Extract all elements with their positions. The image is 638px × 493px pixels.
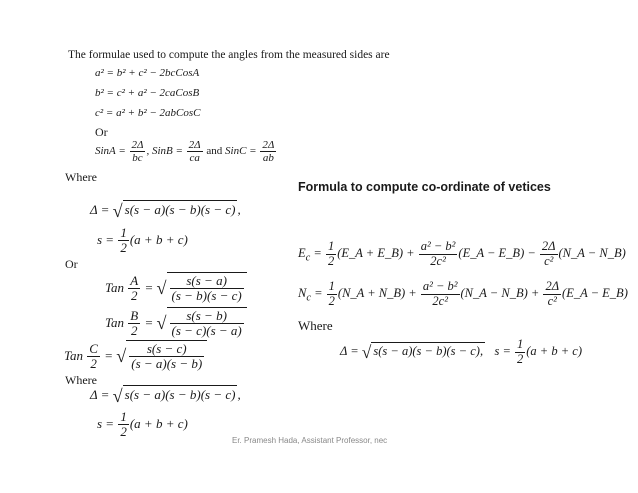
semi-perimeter-2: s = $\frac{1}{2}$ (a + b + c) xyxy=(97,409,188,440)
and-label: and xyxy=(206,145,223,158)
or-label-2: Or xyxy=(65,257,78,271)
tan-c-formula: Tan $\frac{C}{2}$ = √ $\frac{s(s - c)}{(s - a)(s - b)}$ xyxy=(64,340,207,372)
where-label-2: Where xyxy=(65,373,97,387)
sin-b-fraction: $\frac{2\Delta}{ca}$ xyxy=(188,139,201,165)
sin-a-fraction: $\frac{2\Delta}{bc}$ xyxy=(131,139,144,165)
nc-formula: $N_c$ = $\frac{1}{2}$ (N_A + N_B) + $\frac{\text{a² − b²}}{\text{2c²}}$ (N_A − N_B) + $\frac{2\Delta}{\text{c²}}$ (E_A − E_B) xyxy=(298,279,628,308)
sine-rule: SinA = $\frac{2\Delta}{bc}$ , SinB = $\frac{2\Delta}{ca}$ and SinC = $\frac{2\Delta}{ab}$ xyxy=(95,139,275,165)
sin-b-lhs: SinB = xyxy=(151,145,183,158)
right-area-formula: Δ = √ s(s − a)(s − b)(s − c), s = $\frac{1}{2}$ (a + b + c) xyxy=(340,337,583,366)
cosine-rule-c: c² = a² + b² − 2abCosC xyxy=(95,107,201,119)
cosine-rule-b: b² = c² + a² − 2caCosB xyxy=(95,87,200,99)
sin-c-lhs: SinC = xyxy=(225,145,257,158)
sin-c-fraction: $\frac{2\Delta}{ab}$ xyxy=(262,139,275,165)
area-formula-2: Δ = √ s(s − a)(s − b)(s − c) , xyxy=(90,385,241,406)
cosine-rule-a: a² = b² + c² − 2bcCosA xyxy=(95,67,200,79)
where-label-3: Where xyxy=(298,318,333,333)
area-formula-1: Δ = √ s(s − a)(s − b)(s − c) , xyxy=(90,200,241,221)
tan-a-formula: Tan $\frac{A}{2}$ = √ $\frac{s(s - a)}{(s - b)(s - c)}$ xyxy=(105,272,247,304)
footer-credit: Er. Pramesh Hada, Assistant Professor, nec xyxy=(232,436,388,445)
or-label-1: Or xyxy=(95,125,108,139)
intro-text: The formulae used to compute the angles from the measured sides are xyxy=(68,49,390,61)
tan-b-formula: Tan $\frac{B}{2}$ = √ $\frac{s(s - b)}{(s - c)(s - a)}$ xyxy=(105,307,247,339)
semi-perimeter-1: s = $\frac{1}{2}$ (a + b + c) xyxy=(97,225,188,256)
coordinates-heading: Formula to compute co-ordinate of vetices xyxy=(298,180,551,194)
where-label-1: Where xyxy=(65,170,97,184)
ec-formula: $E_c$ = $\frac{1}{2}$ (E_A + E_B) + $\frac{\text{a² − b²}}{\text{2c²}}$ (E_A − E_B) − $\frac{2\Delta}{\text{c²}}$ (N_A − N_B) xyxy=(298,239,626,268)
sin-a-lhs: SinA = xyxy=(95,145,126,158)
